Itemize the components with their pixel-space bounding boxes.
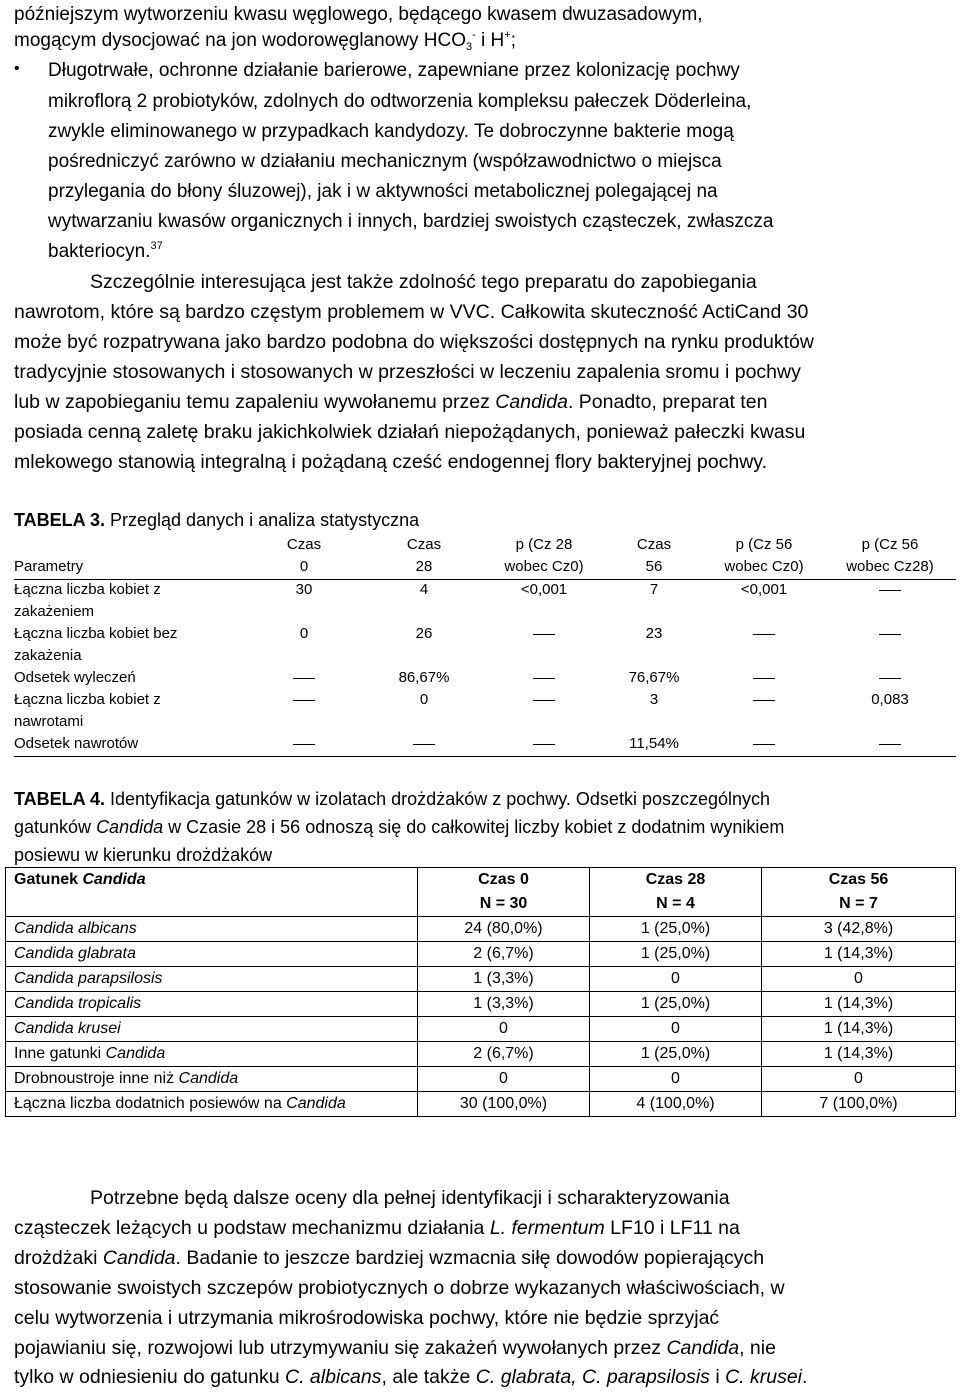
table-cell: 28 [415,558,433,575]
text-span: gatunków [14,817,97,837]
para1-line-2: nawrotom, które są bardzo częstym problemem w VVC. Całkowita skuteczność ActiCand 30 [14,301,809,323]
bullet-line-1: Długotrwałe, ochronne działanie barierowe, zapewniane przez kolonizację pochwy [48,60,740,81]
bullet-line-3: zwykle eliminowanego w przypadkach kandydozy. Te dobroczynne bakterie mogą [48,121,734,142]
table-cell: 0 [299,558,309,575]
table-cell: 11,54% [629,735,679,752]
table-cell: 76,67% [628,669,680,686]
table-cell: 0 [418,1017,590,1042]
table3-header [14,534,956,578]
table-cell: Czas 56 [828,871,889,888]
bullet-line-6: wytwarzaniu kwasów organicznych i innych, bardziej swoistych cząsteczek, zwłaszcza [48,211,774,232]
table-cell: Candida albicans [14,920,137,937]
table-cell: zakażeniem [14,603,95,620]
table3-label: TABELA 3. [14,510,106,530]
dash-cell [824,579,956,601]
formula-end: ; [510,30,516,51]
para1-line-1: Szczególnie interesująca jest także zdolność tego preparatu do zapobiegania [90,271,757,293]
dash-cell [484,689,604,711]
table-cell: 1 (25,0%) [590,942,762,967]
table-cell [6,992,418,1017]
final-line-2 [14,1213,740,1243]
table3-bottom-rule [14,756,956,757]
table-cell: Czas [406,536,442,553]
text-span: Candida [666,1337,740,1359]
intro-line-1: późniejszym wytworzeniu kwasu węglowego, będącego kwasem dwuzasadowym, [14,4,703,25]
para1-line-5 [14,387,767,417]
table-row [6,917,956,942]
text-span: LF10 i LF11 na [604,1217,740,1239]
para1-line-6: posiada cenną zaletę braku jakichkolwiek działań niepożądanych, ponieważ pałeczki kwasu [14,421,806,443]
table-cell: Odsetek wyleczeń [14,669,136,686]
table-cell: 2 (6,7%) [418,942,590,967]
table-cell [6,1017,418,1042]
para1-line-5-end: . Ponadto, preparat ten [567,391,768,413]
reference-37: 37 [150,240,163,252]
table-cell: 3 [649,691,659,708]
table3-header-param: Parametry [14,558,84,575]
table3-header-col [704,534,824,578]
table-cell: 4 (100,0%) [590,1092,762,1117]
table3-header-col [484,534,604,578]
table-cell: 0 [762,1067,956,1092]
table4-caption-line-1 [14,785,770,813]
table-cell: <0,001 [740,581,788,598]
table-cell: Inne gatunki [14,1045,106,1062]
final-line-1: Potrzebne będą dalsze oceny dla pełnej identyfikacji i scharakteryzowania [90,1187,730,1209]
table-cell: Czas 28 [645,871,706,888]
table-cell: 3 (42,8%) [762,917,956,942]
dash-cell [244,733,364,755]
intro-line-2 [14,26,516,56]
table4-header-col [418,868,590,917]
para1-line-5-text: lub w zapobieganiu temu zapaleniu wywołanemu przez [14,391,490,413]
text-span: C. krusei [725,1366,803,1388]
table-cell: Czas 0 [478,871,529,888]
table-cell: 24 (80,0%) [418,917,590,942]
text-span: Identyfikacja gatunków w izolatach drożdżaków z pochwy. Odsetki poszczególnych [105,789,771,809]
table-cell: Candida krusei [14,1020,121,1037]
table-cell [6,917,418,942]
table-cell: 0 [419,691,429,708]
table-cell: p (Cz 28 [515,536,573,553]
text-span: C. glabrata, C. parapsilosis [475,1366,710,1388]
final-line-6 [14,1333,776,1363]
dash-cell [824,733,956,755]
para1-line-7: mlekowego stanowią integralną i pożądaną cześć endogennej flory bakteryjnej pochwy. [14,451,768,473]
table4-header-col [762,868,956,917]
table-cell: Candida tropicalis [14,995,142,1012]
table-cell: 4 [419,581,429,598]
table-cell: Łączna liczba kobiet z [14,691,161,708]
dash-cell [364,733,484,755]
table3-header-col [364,534,484,578]
table-cell: Drobnoustroje inne niż [14,1070,179,1087]
dash-cell [704,667,824,689]
table-cell: 1 (25,0%) [590,1042,762,1067]
table-cell [6,1067,418,1092]
table-cell: N = 7 [839,895,878,912]
table3-caption [14,505,419,535]
table-cell: 1 (14,3%) [762,1017,956,1042]
text-span: , nie [739,1337,776,1359]
final-line-7 [14,1362,807,1392]
table-cell: 1 (3,3%) [418,967,590,992]
table-cell [6,1042,418,1067]
table-cell: Candida [82,871,146,888]
table4-label: TABELA 4. [14,789,106,809]
para1-line-4: tradycyjnie stosowanych i stosowanych w przeszłości w leczeniu zapalenia sromu i pochwy [14,361,801,383]
table-cell: 1 (14,3%) [762,992,956,1017]
table-cell: N = 4 [656,895,695,912]
dash-cell [704,689,824,711]
table-cell: Candida [286,1095,346,1112]
text-span: drożdżaki [14,1247,103,1269]
table4-caption-line-3: posiewu w kierunku drożdżaków [14,845,273,865]
table-row [6,1092,956,1117]
bullet-line-5: przylegania do błony śluzowej), jak i w aktywności metabolicznej polegającej na [48,181,718,202]
table-cell: 30 [295,581,313,598]
table4-header-col [590,868,762,917]
table-cell: 86,67% [398,669,450,686]
para1-candida: Candida [495,391,568,413]
table-cell: 0,083 [871,691,909,708]
table-cell: 0 [590,1067,762,1092]
text-span: w Czasie 28 i 56 odnoszą się do całkowitej liczby kobiet z dodatnim wynikiem [163,817,785,837]
formula-superscript-minus: - [472,29,476,41]
text-span: pojawianiu się, rozwojowi lub utrzymywaniu się zakażeń wywołanych przez [14,1337,667,1359]
table4 [5,867,956,1117]
table-cell: Łączna liczba kobiet bez [14,625,178,642]
table4-caption-line-2 [14,813,784,841]
table-cell: Candida glabrata [14,945,136,962]
table-cell: 23 [645,625,663,642]
table-cell: Łączna liczba kobiet z [14,581,161,598]
final-line-3 [14,1243,764,1273]
dash-cell [484,733,604,755]
para1-line-3: może być rozpatrywana jako bardzo podobna do większości dostępnych na rynku produktów [14,331,814,353]
intro-line-2-text: mogącym dysocjować na jon wodorowęglanowy HCO [14,30,466,51]
table-cell: Candida parapsilosis [14,970,163,987]
bullet-icon: • [14,60,20,77]
table-cell: wobec Cz0) [724,558,804,575]
final-line-4: stosowanie swoistych szczepów probiotycznych o dobrze wykazanych właściwościach, w [14,1277,785,1299]
text-span: i [709,1366,726,1388]
table3-caption-text: Przegląd danych i analiza statystyczna [105,510,420,530]
text-span: Candida [96,817,164,837]
formula-superscript-plus: + [504,29,511,41]
text-span: L. fermentum [489,1217,605,1239]
text-span: Candida [102,1247,176,1269]
table-cell: Candida [105,1045,166,1062]
dash-cell [244,667,364,689]
table-cell: N = 30 [479,895,528,912]
table-cell: Candida [178,1070,239,1087]
table4-header-species [6,868,418,917]
dash-cell [824,623,956,645]
table-cell: zakażenia [14,647,82,664]
table-row [6,1017,956,1042]
text-span: , ale także [381,1366,476,1388]
dash-cell [704,623,824,645]
text-span: cząsteczek leżących u podstaw mechanizmu działania [14,1217,490,1239]
dash-cell [704,733,824,755]
table-cell: Odsetek nawrotów [14,735,139,752]
table3-header-col [244,534,364,578]
table4-header [6,868,956,917]
table-cell: Gatunek [14,871,83,888]
table3-header-col [604,534,704,578]
text-span: . Badanie to jeszcze bardziej wzmacnia siłę dowodów popierających [175,1247,765,1269]
table-row [6,1067,956,1092]
table-cell: 26 [415,625,433,642]
table-cell: 0 [299,625,309,642]
text-span: . [802,1366,808,1388]
table-cell: 1 (3,3%) [418,992,590,1017]
table-cell: 0 [418,1067,590,1092]
formula-mid: i H [475,30,505,51]
dash-cell [484,667,604,689]
table-cell: Czas [636,536,672,553]
final-line-5: celu wytworzenia i utrzymania mikrośrodowiska pochwy, które nie będzie sprzyjać [14,1307,720,1329]
table-cell: Łączna liczba dodatnich posiewów na [14,1095,287,1112]
table-cell: 1 (14,3%) [762,1042,956,1067]
bullet-line-4: pośredniczyć zarówno w działaniu mechanicznym (współzawodnictwo o miejsca [48,151,722,172]
table-row [6,942,956,967]
table-cell: wobec Cz28) [846,558,934,575]
formula-subscript: 3 [465,41,473,53]
table-cell: Czas [286,536,322,553]
table-cell: 1 (14,3%) [762,942,956,967]
table-cell: <0,001 [520,581,568,598]
text-span: tylko w odniesieniu do gatunku [14,1366,286,1388]
bullet-line-7 [48,237,163,267]
table-cell: 30 (100,0%) [418,1092,590,1117]
table-cell: nawrotami [14,713,84,730]
table-cell: p (Cz 56 [735,536,793,553]
table-cell: 1 (25,0%) [590,992,762,1017]
text-span: C. albicans [285,1366,382,1388]
table-cell [6,1092,418,1117]
dash-cell [484,623,604,645]
table-cell: 7 (100,0%) [762,1092,956,1117]
table-cell: 2 (6,7%) [418,1042,590,1067]
table-cell [6,942,418,967]
bullet-line-7-text: bakteriocyn. [48,241,151,262]
dash-cell [244,689,364,711]
table-cell: 56 [645,558,663,575]
table-cell: 0 [590,967,762,992]
table-cell: 0 [762,967,956,992]
bullet-line-2: mikroflorą 2 probiotyków, zdolnych do odtworzenia kompleksu pałeczek Döderleina, [48,91,752,112]
table-cell: 1 (25,0%) [590,917,762,942]
table-row [6,1042,956,1067]
dash-cell [824,667,956,689]
table-cell: p (Cz 56 [861,536,919,553]
table-cell: 7 [649,581,659,598]
table-row [6,967,956,992]
table-cell [6,967,418,992]
table-row [6,992,956,1017]
table-cell: 0 [590,1017,762,1042]
table3-header-col [824,534,956,578]
table-cell: wobec Cz0) [504,558,584,575]
